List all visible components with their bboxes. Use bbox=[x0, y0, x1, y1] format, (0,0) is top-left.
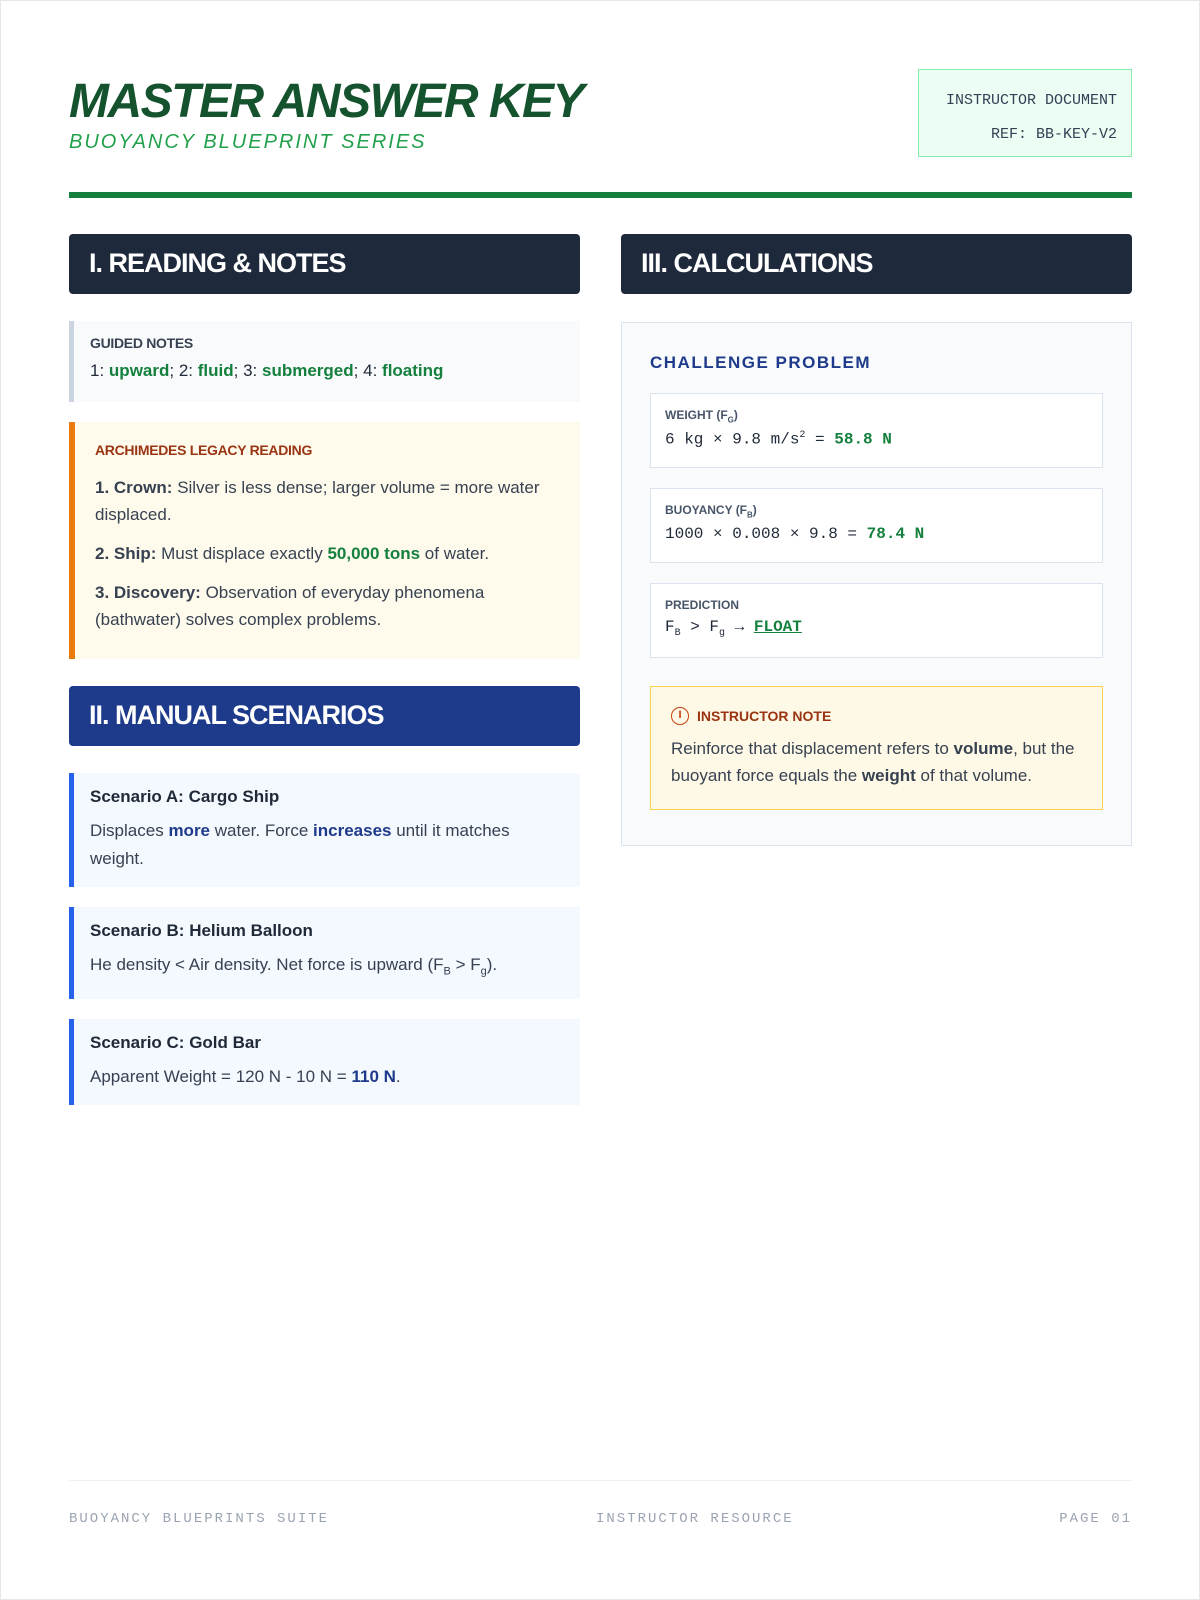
calc-label-text: BUOYANCY (F bbox=[665, 503, 748, 517]
scenario-body bbox=[90, 1063, 564, 1091]
scenario-text: ). bbox=[486, 955, 498, 974]
note-bold: volume bbox=[953, 739, 1014, 758]
subscript: G bbox=[727, 415, 734, 425]
footer-suite: BUOYANCY BLUEPRINTS SUITE bbox=[69, 1511, 330, 1527]
info-icon: I bbox=[671, 707, 689, 725]
calculations-panel bbox=[621, 322, 1132, 846]
note-text: Reinforce that displacement refers to bbox=[671, 739, 949, 758]
note-text: , but the buoyant force equals the bbox=[671, 739, 1075, 785]
calc-expr: = bbox=[805, 430, 835, 449]
note-header bbox=[671, 707, 1082, 725]
calc-label bbox=[665, 408, 1088, 424]
weight-calc-box bbox=[650, 393, 1103, 468]
footer bbox=[69, 1480, 1132, 1527]
archimedes-item-title: 1. Crown: bbox=[95, 478, 173, 497]
scenario-title: Scenario C: Gold Bar bbox=[90, 1033, 261, 1053]
guided-notes-label: GUIDED NOTES bbox=[90, 335, 193, 351]
guided-answer: fluid bbox=[197, 361, 234, 380]
left-column bbox=[69, 234, 580, 1105]
calc-value bbox=[665, 525, 1088, 543]
calc-expr: F bbox=[665, 618, 675, 636]
scenario-text: until it matches weight. bbox=[90, 821, 510, 868]
calc-expr: 1000 × 0.008 × 9.8 = bbox=[665, 525, 867, 544]
scenario-body bbox=[90, 951, 564, 985]
calc-label-text: ) bbox=[752, 503, 757, 517]
calc-result: 78.4 N bbox=[866, 525, 925, 544]
guided-num: 1: bbox=[90, 361, 105, 380]
scenario-text: . bbox=[395, 1067, 401, 1087]
guided-notes-answers: 1: upward; 2: fluid; 3: submerged; 4: floating bbox=[90, 361, 444, 380]
page-subtitle: BUOYANCY BLUEPRINT SERIES bbox=[69, 131, 427, 153]
note-text: of that volume. bbox=[920, 766, 1033, 785]
note-bold: weight bbox=[861, 766, 916, 785]
scenario-highlight: more bbox=[168, 821, 211, 840]
note-label: INSTRUCTOR NOTE bbox=[697, 708, 832, 724]
archimedes-item bbox=[95, 540, 560, 567]
archimedes-item-title: 2. Ship: bbox=[95, 544, 157, 563]
section-heading-reading: I. READING & NOTES bbox=[69, 234, 580, 294]
archimedes-item-text: Observation of everyday phenomena (bathwater) solves complex problems. bbox=[95, 583, 485, 629]
guided-num: 2: bbox=[178, 361, 194, 380]
scenario-text: Displaces bbox=[90, 821, 164, 840]
subscript: B bbox=[747, 510, 753, 520]
scenario-body bbox=[90, 817, 564, 873]
scenario-card bbox=[69, 773, 580, 887]
calc-label bbox=[665, 503, 1088, 519]
page-title: MASTER ANSWER KEY bbox=[69, 75, 584, 128]
subscript: g bbox=[480, 965, 487, 978]
arrow: → bbox=[725, 618, 754, 636]
guided-answer: floating bbox=[382, 361, 444, 380]
archimedes-label: ARCHIMEDES LEGACY READING bbox=[95, 442, 313, 458]
subscript: B bbox=[674, 628, 681, 640]
calc-label: PREDICTION bbox=[665, 598, 740, 612]
scenario-highlight: 110 N bbox=[351, 1067, 396, 1087]
scenario-text: He density < Air density. Net force is upward (F bbox=[90, 955, 444, 974]
scenario-title: Scenario A: Cargo Ship bbox=[90, 787, 280, 806]
section-heading-scenarios: II. MANUAL SCENARIOS bbox=[69, 686, 580, 746]
ref-code: REF: BB-KEY-V2 bbox=[990, 126, 1117, 143]
scenario-title: Scenario B: Helium Balloon bbox=[90, 921, 313, 940]
calc-label-text: WEIGHT (F bbox=[665, 408, 728, 422]
scenario-text: Apparent Weight = 120 N - 10 N = bbox=[90, 1067, 347, 1087]
footer-page: PAGE 01 bbox=[1059, 1511, 1132, 1527]
scenario-highlight: increases bbox=[313, 821, 392, 840]
prediction-box bbox=[650, 583, 1103, 658]
archimedes-item-title: 3. Discovery: bbox=[95, 583, 201, 602]
note-body bbox=[671, 735, 1082, 789]
guided-answer: upward bbox=[108, 361, 170, 380]
scenario-text: water. Force bbox=[214, 821, 309, 840]
calc-value bbox=[665, 618, 1088, 639]
calc-expr: 6 kg × 9.8 m/s bbox=[665, 430, 800, 449]
scenario-card bbox=[69, 907, 580, 999]
prediction-result: FLOAT bbox=[753, 618, 802, 636]
scenario-card bbox=[69, 1019, 580, 1105]
guided-num: 4: bbox=[363, 361, 378, 380]
archimedes-item-text: Silver is less dense; larger volume = more water displaced. bbox=[95, 478, 540, 524]
reference-box bbox=[918, 69, 1132, 157]
archimedes-item-text: Must displace exactly bbox=[161, 544, 323, 563]
subscript: B bbox=[443, 965, 451, 978]
calc-label-text: ) bbox=[733, 408, 738, 422]
subscript: g bbox=[719, 628, 726, 640]
archimedes-item-text: of water. bbox=[424, 544, 490, 563]
archimedes-item bbox=[95, 579, 560, 633]
calc-result: 58.8 N bbox=[834, 430, 892, 449]
calc-expr: > F bbox=[680, 618, 720, 636]
guided-notes-box bbox=[69, 321, 580, 402]
archimedes-item bbox=[95, 474, 560, 528]
superscript: 2 bbox=[799, 430, 806, 442]
section-heading-calculations: III. CALCULATIONS bbox=[621, 234, 1132, 294]
doc-type-label: INSTRUCTOR DOCUMENT bbox=[945, 92, 1117, 109]
buoyancy-calc-box bbox=[650, 488, 1103, 563]
guided-num: 3: bbox=[243, 361, 258, 380]
calc-value bbox=[665, 430, 1088, 448]
challenge-label: CHALLENGE PROBLEM bbox=[650, 353, 871, 372]
guided-answer: submerged bbox=[262, 361, 354, 380]
footer-resource: INSTRUCTOR RESOURCE bbox=[596, 1511, 794, 1527]
archimedes-highlight: 50,000 tons bbox=[327, 544, 421, 563]
right-column bbox=[621, 234, 1132, 846]
archimedes-reading-box bbox=[69, 422, 580, 659]
scenario-text: > F bbox=[450, 955, 481, 974]
instructor-note bbox=[650, 686, 1103, 810]
header bbox=[69, 66, 1132, 198]
